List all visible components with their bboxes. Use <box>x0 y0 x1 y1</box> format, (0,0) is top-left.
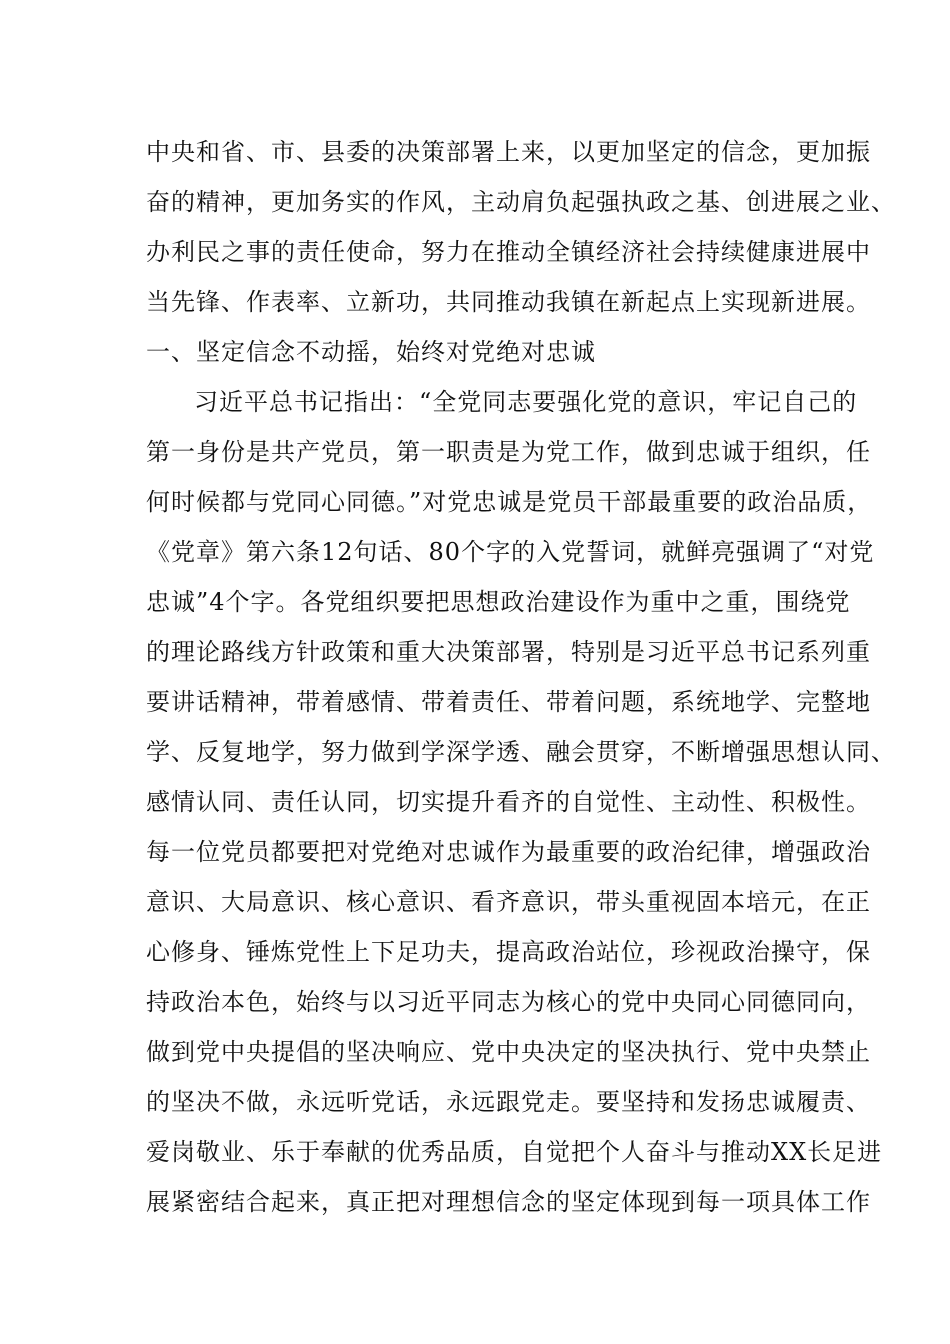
text-line: 持政治本色，始终与以习近平同志为核心的党中央同心同德同向， <box>146 988 871 1016</box>
text-line: 学、反复地学，努力做到学深学透、融会贯穿，不断增强思想认同、 <box>146 738 896 766</box>
text-line: 何时候都与党同心同德。”对党忠诚是党员干部最重要的政治品质， <box>146 488 873 516</box>
text-line: 忠诚”4个字。各党组织要把思想政治建设作为重中之重，围绕党 <box>146 588 851 616</box>
text-line: 当先锋、作表率、立新功，共同推动我镇在新起点上实现新进展。 <box>146 288 871 316</box>
text-line: 的理论路线方针政策和重大决策部署，特别是习近平总书记系列重 <box>146 638 871 666</box>
text-line: 奋的精神，更加务实的作风，主动肩负起强执政之基、创进展之业、 <box>146 188 896 216</box>
text-line: 心修身、锤炼党性上下足功夫，提高政治站位，珍视政治操守，保 <box>146 938 871 966</box>
text-line: 爱岗敬业、乐于奉献的优秀品质，自觉把个人奋斗与推动XX长足进 <box>146 1138 883 1166</box>
text-line: 《党章》第六条12句话、80个字的入党誓词，就鲜亮强调了“对党 <box>146 538 875 566</box>
text-line: 办利民之事的责任使命，努力在推动全镇经济社会持续健康进展中 <box>146 238 871 266</box>
section-heading: 一、坚定信念不动摇，始终对党绝对忠诚 <box>146 338 596 366</box>
text-line: 中央和省、市、县委的决策部署上来，以更加坚定的信念，更加振 <box>146 138 871 166</box>
text-line: 第一身份是共产党员，第一职责是为党工作，做到忠诚于组织，任 <box>146 438 871 466</box>
text-line: 意识、大局意识、核心意识、看齐意识，带头重视固本培元，在正 <box>146 888 871 916</box>
text-line: 做到党中央提倡的坚决响应、党中央决定的坚决执行、党中央禁止 <box>146 1038 871 1066</box>
text-line: 习近平总书记指出：“全党同志要强化党的意识，牢记自己的 <box>194 388 858 416</box>
text-line: 展紧密结合起来，真正把对理想信念的坚定体现到每一项具体工作 <box>146 1188 871 1216</box>
text-line: 每一位党员都要把对党绝对忠诚作为最重要的政治纪律，增强政治 <box>146 838 871 866</box>
text-line: 感情认同、责任认同，切实提升看齐的自觉性、主动性、积极性。 <box>146 788 871 816</box>
text-line: 要讲话精神，带着感情、带着责任、带着问题，系统地学、完整地 <box>146 688 871 716</box>
text-line: 的坚决不做，永远听党话，永远跟党走。要坚持和发扬忠诚履责、 <box>146 1088 871 1116</box>
